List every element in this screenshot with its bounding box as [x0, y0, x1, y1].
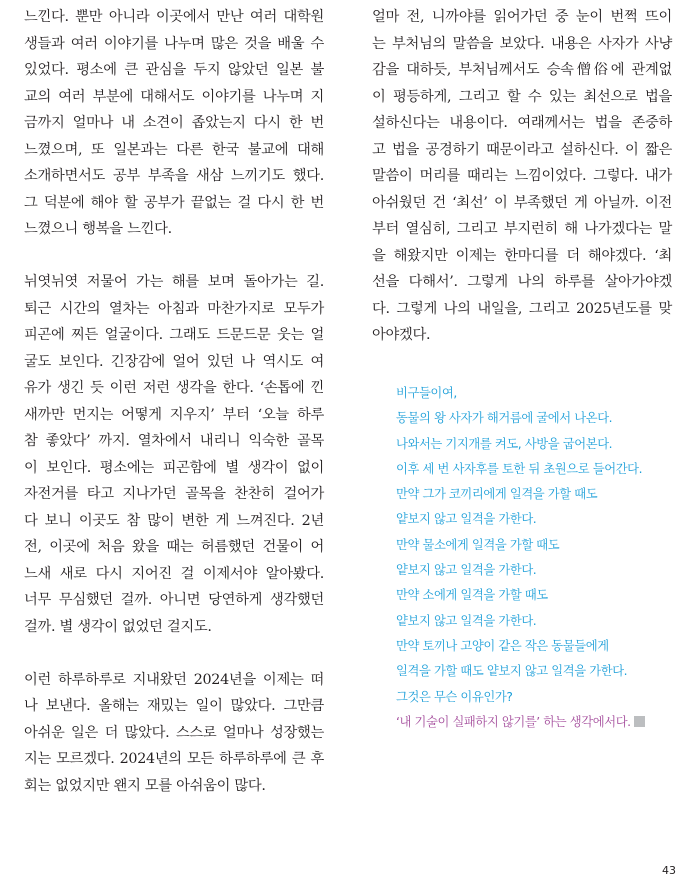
text-line: 이 평등하게, 그리고 할 수 있는 최선으로 법을	[372, 88, 672, 105]
text-line: 전, 이곳에 처음 왔을 때는 허름했던 건물이 어	[24, 539, 324, 555]
left-paragraph-2	[24, 269, 324, 640]
text-line: 너무 무심했던 걸까. 아니면 당연하게 생각했던	[24, 592, 324, 608]
text-line: 참 좋았다’ 까지. 열차에서 내리니 익숙한 골목	[24, 433, 324, 449]
left-paragraph-3	[24, 667, 324, 800]
text-line: 느꼈으며, 또 일본과는 다른 한국 불교에 대해	[24, 141, 324, 158]
text-line: 나 보낸다. 올해는 재밌는 일이 많았다. 그만큼	[24, 698, 324, 714]
text-line: 다 보니 이곳도 참 많이 변한 게 느껴진다. 2년	[24, 512, 324, 529]
quote-line: 이후 세 번 사자후를 토한 뒤 초원으로 들어간다.	[396, 461, 643, 476]
text-line: 느새 새로 다시 지어진 걸 이제서야 알아봤다.	[24, 565, 324, 582]
text-line: 을 해왔지만 이제는 한마디를 더 해야겠다. ‘최	[372, 247, 672, 264]
text-line: 교의 여러 부분에 대해서도 이야기를 나누며 지	[24, 88, 324, 105]
text-line: 소개하면서도 공부 부족을 새삼 느끼기도 했다.	[24, 168, 324, 184]
quote-line: 동물의 왕 사자가 해거름에 굴에서 나온다.	[396, 411, 613, 426]
text-line: 아야겠다.	[372, 327, 431, 343]
text-line: 금까지 얼마나 내 소견이 좁았는지 다시 한 번	[24, 115, 324, 131]
text-line: 얼마 전, 니까야를 읽어가던 중 눈이 번쩍 뜨이	[372, 9, 672, 25]
quote-line: 만약 그가 코끼리에게 일격을 가할 때도	[396, 487, 598, 502]
quote-line: 만약 토끼나 고양이 같은 작은 동물들에게	[396, 638, 609, 653]
text-line: 는 부처님의 말씀을 보았다. 내용은 사자가 사냥	[372, 35, 672, 52]
text-line: 생들과 여러 이야기를 나누며 많은 것을 배울 수	[24, 35, 324, 52]
left-column	[24, 4, 324, 799]
text-line: 유가 생긴 듯 이런 저런 생각을 한다. ‘손톱에 낀	[24, 380, 324, 396]
text-line: 아쉬운 일은 더 많았다. 스스로 얼마나 성장했는	[24, 724, 324, 741]
text-line: 피곤에 찌든 얼굴이다. 그래도 드문드문 웃는 얼	[24, 327, 324, 343]
text-line: 있었다. 평소에 큰 관심을 두지 않았던 일본 불	[24, 62, 324, 78]
quote-line: 만약 소에게 일격을 가할 때도	[396, 588, 548, 603]
quote-line: 얕보지 않고 일격을 가한다.	[396, 563, 537, 578]
right-paragraph-1	[372, 4, 672, 349]
text-line: 부터 열심히, 그리고 부지런히 해 나가겠다는 말	[372, 221, 672, 237]
text-line: 고 법을 공경하기 때문이라고 설하신다. 이 짧은	[372, 141, 672, 158]
text-line: 자전거를 타고 지나가던 골목을 찬찬히 걸어가	[24, 486, 324, 502]
right-column	[372, 4, 672, 349]
text-line: 설하신다는 내용이다. 여래께서는 법을 존중하	[372, 115, 672, 131]
text-line: 걸까. 별 생각이 없었던 걸지도.	[24, 618, 212, 635]
quote-line: 얕보지 않고 일격을 가한다.	[396, 613, 537, 628]
text-line: 지는 모르겠다. 2024년의 모든 하루하루에 큰 후	[24, 751, 324, 767]
text-line: 이 보인다. 평소에는 피곤함에 별 생각이 없이	[24, 459, 324, 476]
text-line: 다. 그렇게 나의 내일을, 그리고 2025년도를 맞	[372, 300, 672, 317]
text-line: 아쉬웠던 건 ‘최선’ 이 부족했던 게 아닐까. 이전	[372, 194, 672, 211]
text-line: 퇴근 시간의 열차는 아침과 마찬가지로 모두가	[24, 300, 324, 317]
quote-line: 만약 물소에게 일격을 가할 때도	[396, 537, 560, 552]
text-line: 굴도 보인다. 긴장감에 얼어 있던 나 역시도 여	[24, 353, 324, 370]
quote-line: 비구들이여,	[396, 386, 457, 400]
text-line: 그 덕분에 해야 할 공부가 끝없는 걸 다시 한 번	[24, 194, 324, 211]
quote-line: 얕보지 않고 일격을 가한다.	[396, 512, 537, 527]
text-line: 느꼈으니 행복을 느낀다.	[24, 221, 172, 237]
text-line: 뉘엿뉘엿 저물어 가는 해를 보며 돌아가는 길.	[24, 274, 324, 290]
quote-closing-line	[396, 710, 676, 735]
quote-line: 그것은 무슨 이유인가?	[396, 689, 513, 704]
quote-closing-text: ‘내 기술이 실패하지 않기를’ 하는 생각에서다.	[396, 714, 631, 729]
page-number: 43	[662, 864, 676, 877]
quote-line: 일격을 가할 때도 얕보지 않고 일격을 가한다.	[396, 664, 628, 679]
text-line: 선을 다해서’. 그렇게 나의 하루를 살아가야겠	[372, 274, 672, 290]
text-line: 감을 대하듯, 부처님께서도 승속僧俗에 관계없	[372, 62, 672, 78]
left-paragraph-1	[24, 4, 324, 243]
text-line: 이런 하루하루로 지내왔던 2024년을 이제는 떠	[24, 671, 324, 688]
quote-line: 나와서는 기지개를 켜도, 사방을 굽어본다.	[396, 436, 613, 451]
text-line: 회는 없었지만 왠지 모를 아쉬움이 많다.	[24, 777, 266, 794]
end-mark-icon	[634, 716, 645, 727]
text-line: 말씀이 머리를 때리는 느낌이었다. 그렇다. 내가	[372, 168, 672, 184]
text-line: 느낀다. 뿐만 아니라 이곳에서 만난 여러 대학원	[24, 9, 324, 25]
text-line: 새까만 먼지는 어떻게 지우지’ 부터 ‘오늘 하루	[24, 406, 324, 423]
sutta-quote	[396, 381, 676, 735]
